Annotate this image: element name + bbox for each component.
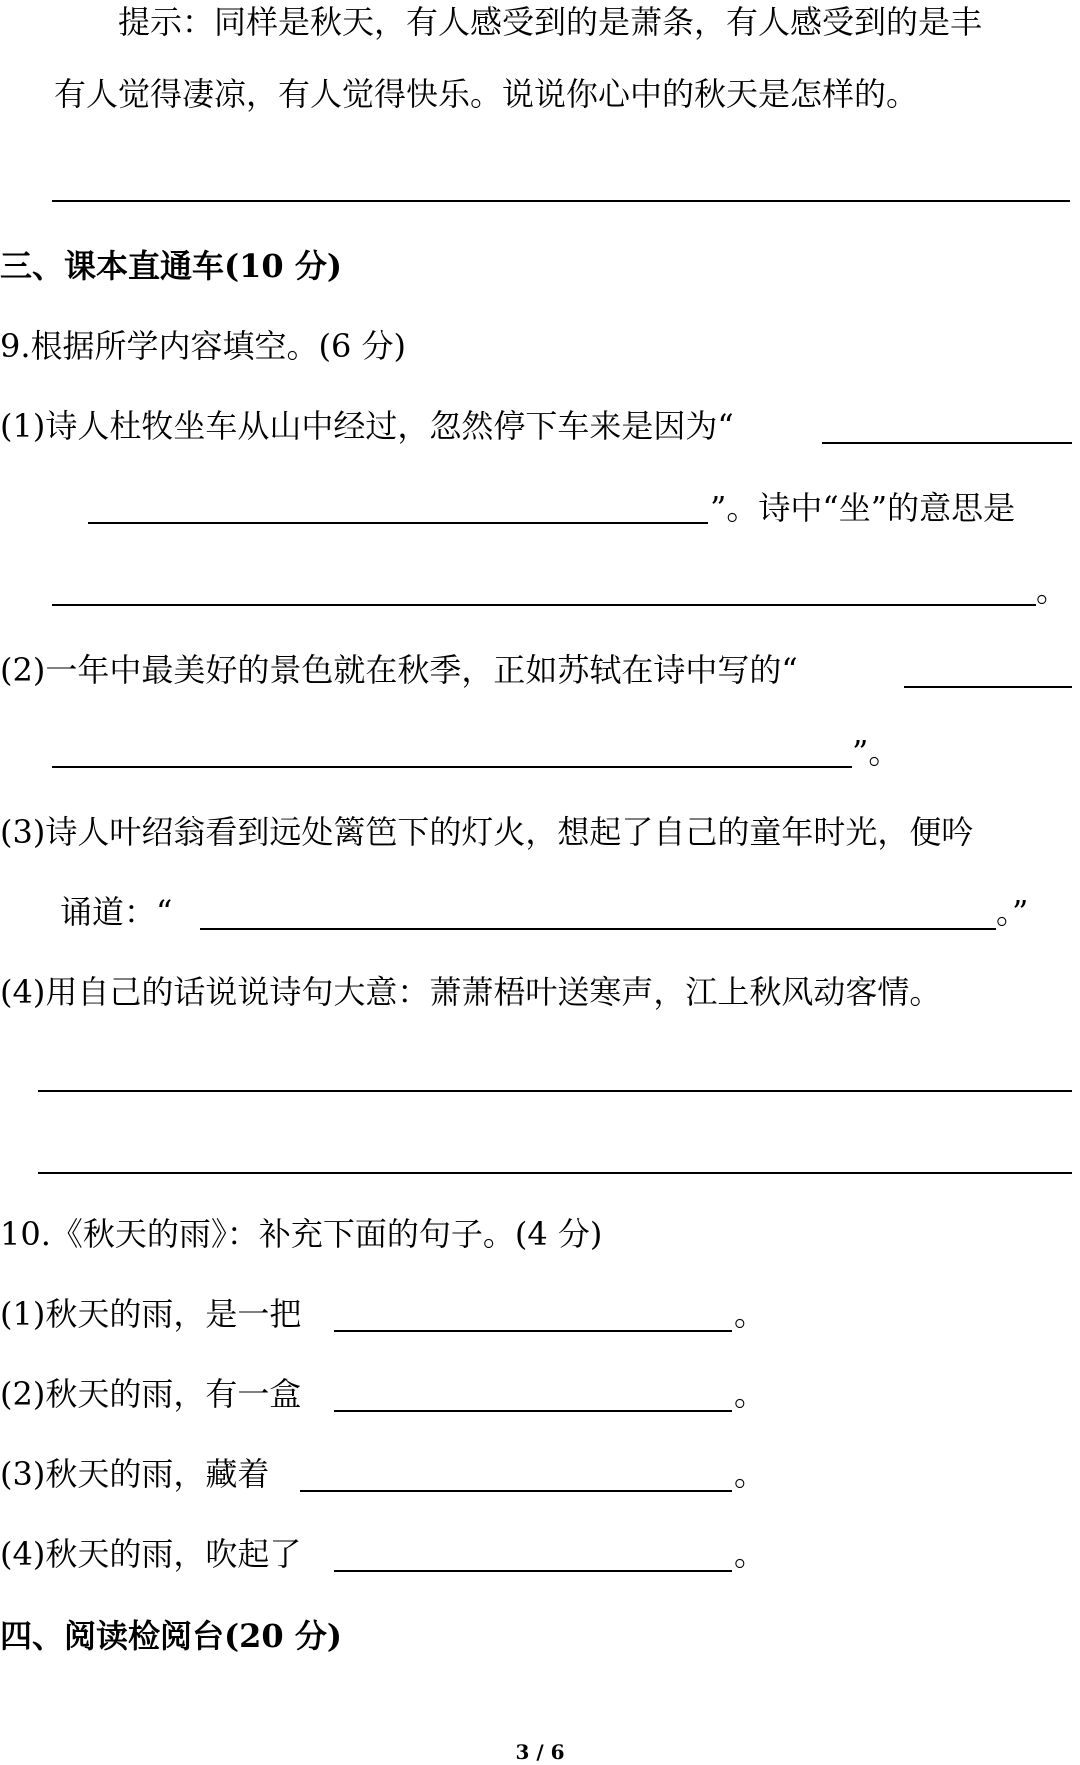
page-number: 3 / 6 [515, 1740, 565, 1764]
q9-p3-blank[interactable] [200, 928, 996, 930]
q9-p3-line2-end: 。” [996, 893, 1029, 931]
q9-p3-line2-start: 诵道：“ [60, 893, 173, 931]
q9-p1-line2: ”。诗中“坐”的意思是 [710, 489, 1016, 527]
q10-item-2-end: 。 [734, 1375, 767, 1413]
section-3-heading: 三、课本直通车(10 分) [0, 247, 342, 285]
q9-p1-line3-end: 。 [1036, 571, 1069, 609]
q9-p4-line1: (4)用自己的话说说诗句大意：萧萧梧叶送寒声，江上秋风动客情。 [0, 973, 942, 1011]
q9-p3-line1: (3)诗人叶绍翁看到远处篱笆下的灯火，想起了自己的童年时光，便吟 [0, 813, 974, 851]
q9-p2-blank-b[interactable] [52, 766, 852, 768]
q10-item-4: (4)秋天的雨，吹起了 [0, 1535, 302, 1573]
hint-answer-line[interactable] [52, 200, 1070, 202]
q10-item-3-blank[interactable] [300, 1490, 732, 1492]
q9-p1-blank-b[interactable] [88, 522, 708, 524]
q9-title: 9.根据所学内容填空。(6 分) [0, 327, 407, 365]
q9-p1-meaning-blank[interactable] [52, 604, 1036, 606]
hint-line-1: 提示：同样是秋天，有人感受到的是萧条，有人感受到的是丰 [118, 3, 983, 41]
q9-p2-line2-end: ”。 [852, 733, 901, 771]
q10-title: 10.《秋天的雨》：补充下面的句子。(4 分) [0, 1215, 603, 1253]
q9-p2-blank-a[interactable] [904, 686, 1072, 688]
q9-p1-line1: (1)诗人杜牧坐车从山中经过，忽然停下车来是因为“ [0, 407, 734, 445]
q9-p4-answer-line-2[interactable] [38, 1172, 1072, 1174]
q10-item-3-end: 。 [734, 1455, 767, 1493]
q10-item-1-blank[interactable] [334, 1330, 732, 1332]
q10-item-3: (3)秋天的雨，藏着 [0, 1455, 270, 1493]
hint-line-2: 有人觉得凄凉，有人觉得快乐。说说你心中的秋天是怎样的。 [54, 75, 919, 113]
section-4-heading: 四、阅读检阅台(20 分) [0, 1617, 342, 1655]
q10-item-1: (1)秋天的雨，是一把 [0, 1295, 302, 1333]
q10-item-4-end: 。 [734, 1535, 767, 1573]
q10-item-4-blank[interactable] [334, 1570, 732, 1572]
q10-item-2: (2)秋天的雨，有一盒 [0, 1375, 302, 1413]
q10-item-2-blank[interactable] [334, 1410, 732, 1412]
q10-item-1-end: 。 [734, 1295, 767, 1333]
q9-p4-answer-line-1[interactable] [38, 1090, 1072, 1092]
q9-p1-blank-a[interactable] [822, 442, 1072, 444]
q9-p2-line1: (2)一年中最美好的景色就在秋季，正如苏轼在诗中写的“ [0, 651, 798, 689]
